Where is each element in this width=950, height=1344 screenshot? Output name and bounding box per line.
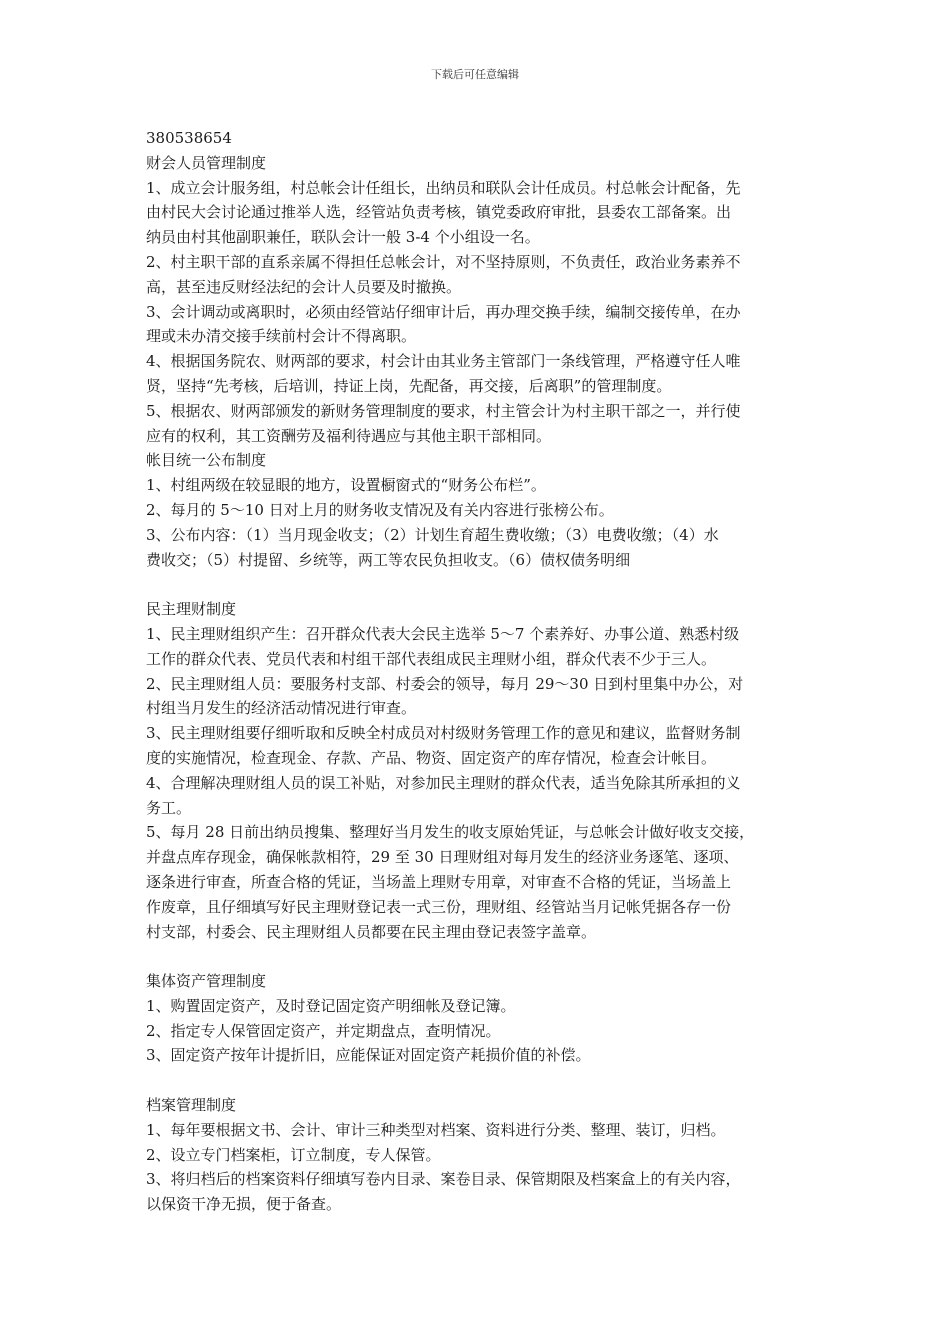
text-line: 3、民主理财组要仔细听取和反映全村成员对村级财务管理工作的意见和建议，监督财务制 [146,724,741,743]
text-line: 度的实施情况，检查现金、存款、产品、物资、固定资产的库存情况，检查会计帐目。 [146,748,717,767]
text-line: 2、指定专人保管固定资产，并定期盘点，查明情况。 [146,1021,501,1040]
text-line: 档案管理制度 [146,1096,237,1115]
text-line: 务工。 [146,798,192,817]
text-line: 村组当月发生的经济活动情况进行审查。 [146,699,417,718]
text-line: 3、会计调动或离职时，必须由经管站仔细审计后，再办理交换手续，编制交接传单，在办 [146,302,741,321]
text-line: 4、合理解决理财组人员的误工补贴，对参加民主理财的群众代表，适当免除其所承担的义 [146,773,741,792]
text-line: 贤，坚持“先考核，后培训，持证上岗，先配备，再交接，后离职”的管理制度。 [146,376,672,395]
text-line: 2、设立专门档案柜，订立制度，专人保管。 [146,1145,441,1164]
text-line: 并盘点库存现金，确保帐款相符，29 至 30 日理财组对每月发生的经济业务逐笔、逐项、 [146,848,739,867]
text-line: 5、每月 28 日前出纳员搜集、整理好当月发生的收支原始凭证，与总帐会计做好收支交接， [146,823,755,842]
text-line: 3、将归档后的档案资料仔细填写卷内目录、案卷目录、保管期限及档案盒上的有关内容， [146,1170,741,1189]
text-line: 理或未办清交接手续前村会计不得离职。 [146,327,417,346]
text-line: 5、根据农、财两部颁发的新财务管理制度的要求，村主管会计为村主职干部之一，并行使 [146,401,741,420]
document-body [146,126,818,1217]
text-line: 3、公布内容：（1）当月现金收支；（2）计划生育超生费收缴；（3）电费收缴；（4）水 [146,525,719,544]
text-line: 由村民大会讨论通过推举人选，经管站负责考核，镇党委政府审批，县委农工部备案。出 [146,203,732,222]
text-line: 纳员由村其他副职兼任，联队会计一般 3-4 个小组设一名。 [146,228,540,247]
text-line: 逐条进行审查，所查合格的凭证，当场盖上理财专用章，对审查不合格的凭证，当场盖上 [146,872,732,891]
text-line: 工作的群众代表、党员代表和村组干部代表组成民主理财小组，群众代表不少于三人。 [146,649,717,668]
text-line: 1、民主理财组织产生：召开群众代表大会民主选举 5～7 个素养好、办事公道、熟悉村级 [146,624,740,643]
text-line: 费收交；（5）村提留、乡统等，两工等农民负担收支。（6）债权债务明细 [146,550,631,569]
blank-line [146,572,818,597]
text-line: 1、购置固定资产，及时登记固定资产明细帐及登记簿。 [146,996,516,1015]
text-line: 以保资干净无损，便于备查。 [146,1195,342,1214]
text-line: 4、根据国务院农、财两部的要求，村会计由其业务主管部门一条线管理，严格遵守任人唯 [146,352,741,371]
text-line: 1、村组两级在较显眼的地方，设置橱窗式的“财务公布栏”。 [146,476,546,495]
text-line: 作废章，且仔细填写好民主理财登记表一式三份，理财组、经管站当月记帐凭据各存一份 [146,897,732,916]
text-line: 财会人员管理制度 [146,153,267,172]
text-line: 民主理财制度 [146,600,237,619]
text-line: 1、每年要根据文书、会计、审计三种类型对档案、资料进行分类、整理、装订，归档。 [146,1120,726,1139]
text-line: 1、成立会计服务组，村总帐会计任组长，出纳员和联队会计任成员。村总帐会计配备，先 [146,178,741,197]
blank-line [146,944,818,969]
text-line: 帐目统一公布制度 [146,451,267,470]
text-line: 3、固定资产按年计提折旧，应能保证对固定资产耗损价值的补偿。 [146,1046,591,1065]
text-line: 2、村主职干部的直系亲属不得担任总帐会计，对不坚持原则，不负责任，政治业务素养不 [146,252,741,271]
text-line: 2、每月的 5～10 日对上月的财务收支情况及有关内容进行张榜公布。 [146,500,614,519]
blank-line [146,1068,818,1093]
text-line: 高，甚至违反财经法纪的会计人员要及时撤换。 [146,277,462,296]
page-header-note: 下载后可任意编辑 [431,68,519,81]
text-line: 应有的权利，其工资酬劳及福利待遇应与其他主职干部相同。 [146,426,552,445]
text-line: 集体资产管理制度 [146,972,267,991]
text-line: 村支部，村委会、民主理财组人员都要在民主理由登记表签字盖章。 [146,922,597,941]
text-line: 2、民主理财组人员：要服务村支部、村委会的领导，每月 29～30 日到村里集中办公，对 [146,674,744,693]
text-line: 380538654 [146,129,232,147]
